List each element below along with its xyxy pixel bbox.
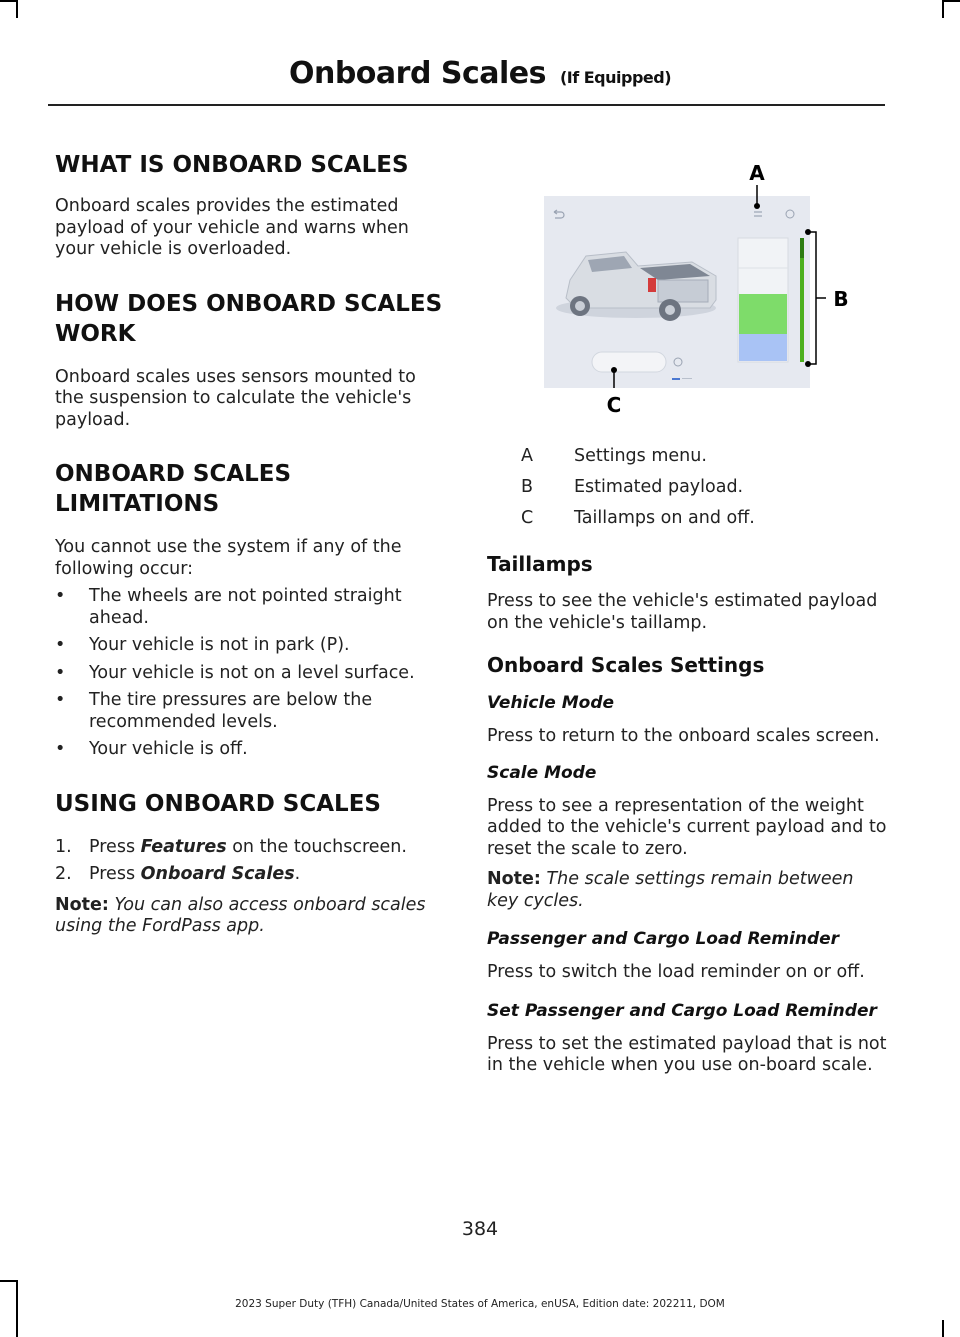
taillamps-heading: Taillamps — [487, 552, 593, 576]
step-number: 2. — [55, 864, 72, 884]
callout-dot-b-bottom — [805, 361, 811, 367]
taillamps-button — [592, 352, 666, 372]
using-steps — [55, 837, 450, 886]
scale-mode-heading: Scale Mode — [487, 762, 597, 783]
limitations-heading-1: ONBOARD SCALES — [55, 461, 292, 487]
callout-dot-b-top — [805, 229, 811, 235]
settings-menu-icon-line — [754, 215, 762, 217]
header-subtitle: (If Equipped) — [559, 68, 672, 87]
step-item — [55, 864, 450, 886]
reminder-body: Press to switch the load reminder on or off. — [487, 962, 865, 982]
page-indicator — [672, 378, 680, 380]
reminder-heading: Passenger and Cargo Load Reminder — [487, 929, 840, 949]
header-rule — [48, 104, 885, 106]
gauge-blue-fill — [739, 334, 787, 361]
scale-mode-body: Press to see a representation of the weight added to the vehicle's current payload and to reset the scale to zero. — [487, 795, 887, 859]
legend-key: B — [521, 477, 534, 497]
how-heading-1: HOW DOES ONBOARD SCALES — [55, 290, 443, 317]
step-text: Press — [89, 864, 141, 884]
note-label: Note: — [487, 869, 541, 889]
callout-dot-a — [754, 203, 760, 209]
page-indicator-dot — [682, 378, 692, 379]
limitations-list — [55, 586, 450, 761]
crop-mark — [0, 1280, 16, 1282]
vehicle-mode-body: Press to return to the onboard scales screen. — [487, 726, 880, 746]
step-text: Press — [89, 836, 141, 857]
crop-mark — [0, 0, 16, 2]
legend-value: Estimated payload. — [574, 477, 744, 497]
legend-key: A — [521, 446, 533, 466]
estimated-payload-bar-top — [800, 238, 804, 258]
page-header — [0, 56, 960, 91]
onboard-scales-illustration — [540, 160, 870, 420]
header-title: Onboard Scales — [288, 56, 546, 91]
how-body: Onboard scales uses sensors mounted to the suspension to calculate the vehicle's payload. — [55, 366, 416, 430]
vehicle-mode-heading: Vehicle Mode — [487, 693, 615, 713]
what-body: Onboard scales provides the estimated payload of your vehicle and warns when your vehicle is overloaded. — [55, 196, 409, 259]
set-reminder-heading: Set Passenger and Cargo Load Reminder — [487, 1000, 877, 1021]
settings-heading: Onboard Scales Settings — [487, 653, 765, 677]
list-item: • Your vehicle is off. — [55, 739, 450, 761]
limitations-intro: You cannot use the system if any of the following occur: — [55, 537, 402, 579]
limitations-heading-2: LIMITATIONS — [55, 491, 220, 517]
how-heading-2: WORK — [55, 320, 136, 347]
note-text: You can also access onboard scales using the FordPass app. — [55, 894, 426, 936]
callout-label-a: A — [749, 161, 765, 185]
step-number: 1. — [55, 836, 72, 857]
what-heading: WHAT IS ONBOARD SCALES — [55, 152, 409, 178]
step-emphasis: Onboard Scales — [140, 864, 295, 884]
step-text: on the touchscreen. — [226, 836, 407, 857]
legend-key: C — [521, 508, 534, 528]
using-note — [55, 895, 450, 938]
legend-value: Taillamps on and off. — [574, 508, 755, 528]
list-item: • Your vehicle is not on a level surface. — [55, 663, 450, 685]
step-emphasis: Features — [140, 836, 227, 857]
set-reminder-body: Press to set the estimated payload that is not in the vehicle when you use on-board scale. — [487, 1033, 887, 1075]
list-item: • The tire pressures are below the recommended levels. — [55, 690, 450, 733]
note-text: The scale settings remain between key cycles. — [487, 869, 854, 911]
page-footer: 2023 Super Duty (TFH) Canada/United States of America, enUSA, Edition date: 202211, DOM — [235, 1298, 725, 1310]
using-heading: USING ONBOARD SCALES — [55, 790, 381, 817]
crop-mark — [942, 1320, 944, 1337]
left-column — [55, 150, 450, 938]
callout-label-b: B — [833, 287, 849, 311]
list-item: • The wheels are not pointed straight ahead. — [55, 586, 450, 629]
step-text: . — [294, 864, 301, 884]
crop-mark — [944, 0, 960, 2]
legend-row — [487, 477, 887, 508]
callout-label-c: C — [606, 393, 622, 417]
legend-row — [487, 446, 887, 477]
crop-mark — [16, 0, 18, 18]
taillamps-body: Press to see the vehicle's estimated payload on the vehicle's taillamp. — [487, 591, 878, 633]
gauge-green-fill — [739, 294, 787, 334]
legend-value: Settings menu. — [574, 446, 707, 466]
settings-menu-icon — [754, 211, 762, 213]
note-label: Note: — [55, 894, 109, 915]
figure-legend — [487, 446, 887, 539]
legend-row — [487, 508, 887, 539]
step-item — [55, 837, 450, 859]
settings-note — [487, 869, 887, 912]
right-column — [487, 446, 887, 1077]
page-number: 384 — [461, 1218, 499, 1240]
crop-mark — [942, 0, 944, 18]
list-item: • Your vehicle is not in park (P). — [55, 635, 450, 657]
